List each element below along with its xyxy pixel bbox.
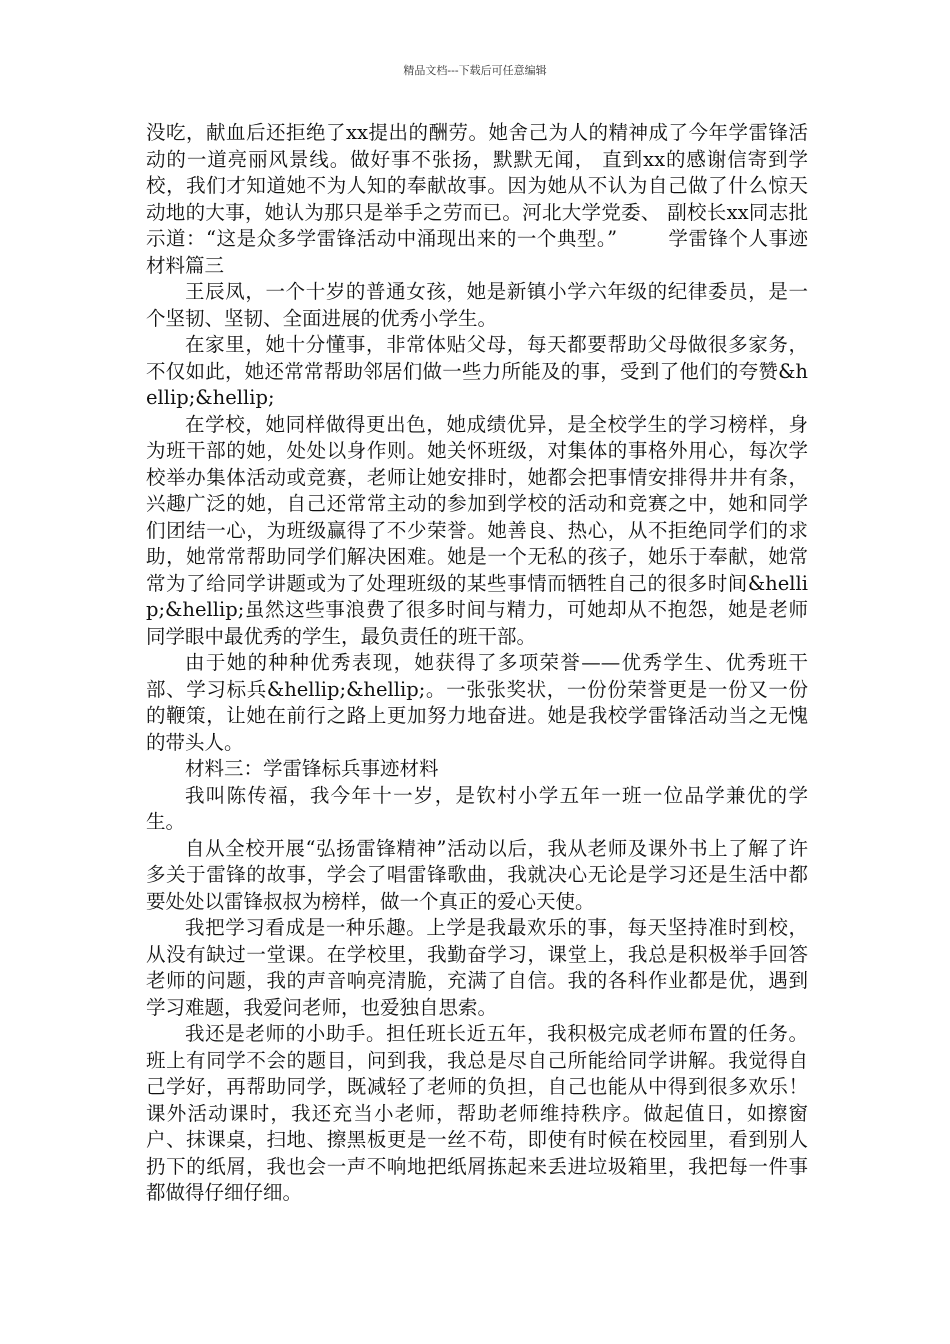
paragraph-1 (146, 120, 808, 279)
paragraph-9: 我还是老师的小助手。担任班长近五年，我积极完成老师布置的任务。班上有同学不会的题目，问到我，我总是尽自己所能给同学讲解。我觉得自己学好，再帮助同学，既减轻了老师的负担，自己也能从中得到很多欢乐！课外活动课时，我还充当小老师，帮助老师维持秩序。做起值日，如擦窗户、抹课桌，扫地、擦黑板更是一丝不苟，即使有时候在校园里，看到别人扔下的纸屑，我也会一声不响地把纸屑拣起来丢进垃圾箱里，我把每一件事都做得仔细仔细。 (146, 1022, 808, 1204)
document-body (146, 120, 808, 1207)
page-header: 精品文档---下载后可任意编辑 (403, 64, 547, 77)
paragraph-4: 在学校，她同样做得更出色，她成绩优异，是全校学生的学习榜样，身为班干部的她，处处以身作则。她关怀班级，对集体的事格外用心，每次学校举办集体活动或竞赛，老师让她安排时，她都会把事情安排得井井有条，兴趣广泛的她，自己还常常主动的参加到学校的活动和竞赛之中，她和同学们团结一心，为班级赢得了不少荣誉。她善良、热心，从不拒绝同学们的求助，她常常帮助同学们解决困难。她是一个无私的孩子，她乐于奉献，她常常为了给同学讲题或为了处理班级的某些事情而牺牲自己的很多时间&hellip;&hellip;虽然这些事浪费了很多时间与精力，可她却从不抱怨，她是老师同学眼中最优秀的学生，最负责任的班干部。 (146, 412, 808, 648)
paragraph-6: 我叫陈传福，我今年十一岁，是钦村小学五年一班一位品学兼优的学生。 (146, 783, 808, 833)
section-heading-material-three: 材料三：学雷锋标兵事迹材料 (185, 757, 439, 780)
paragraph-1-text: 没吃，献血后还拒绝了xx提出的酬劳。她舍己为人的精神成了今年学雷锋活动的一道亮丽风景线。做好事不张扬，默默无闻， 直到xx的感谢信寄到学校，我们才知道她不为人知的奉献故事。因为她从不认为自己做了什么惊天动地的大事，她认为那只是举手之劳而已。河北大学党委、 副校长xx同志批示道：“这是众多学雷锋活动中涌现出来的一个典型。” (146, 121, 808, 250)
section-heading-part-three: 学雷锋个人事迹材料篇三 (146, 227, 808, 277)
paragraph-8: 我把学习看成是一种乐趣。上学是我最欢乐的事，每天坚持准时到校，从没有缺过一堂课。在学校里，我勤奋学习，课堂上，我总是积极举手回答老师的问题，我的声音响亮清脆，充满了自信。我的各科作业都是优，遇到学习难题，我爱问老师，也爱独自思索。 (146, 916, 808, 1019)
paragraph-7: 自从全校开展“弘扬雷锋精神”活动以后，我从老师及课外书上了解了许多关于雷锋的故事，学会了唱雷锋歌曲，我就决心无论是学习还是生活中都要处处以雷锋叔叔为榜样，做一个真正的爱心天使。 (146, 836, 808, 913)
paragraph-3: 在家里，她十分懂事，非常体贴父母，每天都要帮助父母做很多家务，不仅如此，她还常常帮助邻居们做一些力所能及的事，受到了他们的夸赞&hellip;&hellip; (146, 333, 808, 409)
paragraph-2: 王辰凤，一个十岁的普通女孩，她是新镇小学六年级的纪律委员，是一个坚韧、坚韧、全面进展的优秀小学生。 (146, 280, 808, 330)
paragraph-5: 由于她的种种优秀表现，她获得了多项荣誉——优秀学生、优秀班干部、学习标兵&hellip;&hellip;。一张张奖状，一份份荣誉更是一份又一份的鞭策，让她在前行之路上更加努力地奋进。她是我校学雷锋活动当之无愧的带头人。 (146, 651, 808, 754)
